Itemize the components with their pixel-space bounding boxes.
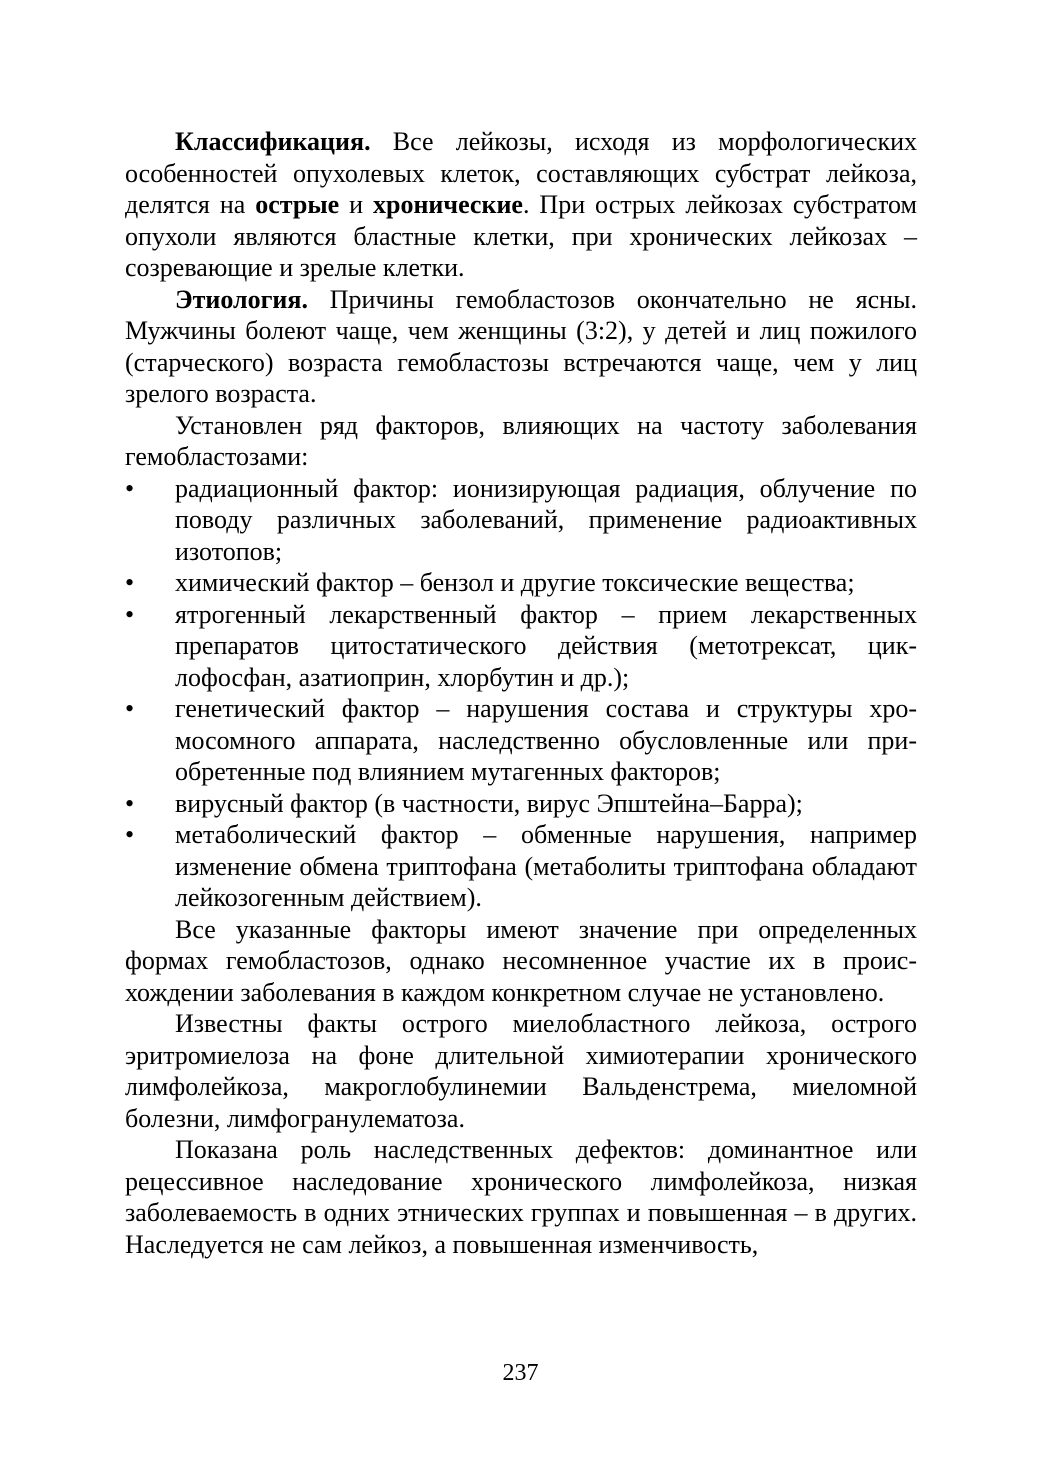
list-item-text: ятрогенный лекарственный фактор – прием лекарственных препаратов цитостатического действия (метотрексат, циклофосфан, азатиоприн, хлорбутин и др.); (175, 599, 917, 692)
classification-text-1: Все лейкозы, исходя из морфологических особенностей опухолевых клеток, составляющих субстрат лейкоза, делятся на (125, 127, 917, 219)
bullet-marker: • (125, 820, 135, 849)
list-item (125, 693, 917, 788)
heading-etiology: Этиология. (175, 284, 308, 314)
term-chronic: хронические (372, 190, 523, 219)
list-item (125, 819, 917, 914)
list-item-text: генетический фактор – нарушения состава и структуры хромосомного аппарата, наследственно обусловленные или приобретенные под влиянием мутагенных факторов; (175, 694, 917, 786)
bullet-marker: • (125, 568, 135, 597)
bullet-marker: • (125, 473, 135, 503)
list-item (125, 473, 917, 568)
classification-text-3: . При острых лейкозах субстратом опухоли являются бластные клетки, при хронических лейкозах – созревающие и зрелые клетки. (125, 190, 917, 282)
list-item-text: радиационный фактор: ионизирующая радиация, облучение по поводу различных заболеваний, применение радиоактивных изотопов; (175, 473, 917, 566)
list-item (125, 788, 917, 820)
paragraph-all-factors: Все указанные факторы имеют значение при определенных формах гемобластозов, однако несомненное участие их в происхождении заболевания в каждом конкретном случае не установлено. (125, 914, 917, 1007)
paragraph-classification (125, 126, 917, 284)
factors-list (125, 473, 917, 914)
term-acute: острые (255, 190, 340, 219)
paragraph-factors-intro: Установлен ряд факторов, влияющих на частоту заболевания гемобластозами: (125, 410, 917, 471)
paragraph-known-facts: Известны факты острого миелобластного лейкоза, острого эритромиелоза на фоне длительной химиотерапии хронического лимфолейкоза, макроглобулинемии Вальденстрема, миеломной болезни, лимфогранулематоза. (125, 1009, 917, 1133)
bullet-marker: • (125, 599, 135, 629)
heading-classification: Классификация. (175, 127, 371, 156)
etiology-text: Причины гемобластозов окончательно не ясны. Мужчины болеют чаще, чем женщины (3:2), у детей и лиц пожилого (старческого) возраста гемобластозы встречаются чаще, чем у лиц зрелого возраста. (125, 284, 917, 408)
list-item-text: вирусный фактор (в частности, вирус Эпштейна–Барра); (175, 788, 803, 818)
bullet-marker: • (125, 788, 135, 818)
list-item (125, 599, 917, 694)
paragraph-heredity: Показана роль наследственных дефектов: доминантное или рецессивное наследование хронического лимфолейкоза, низкая заболеваемость в одних этнических группах и повышенная – в других. Наследуется не сам лейкоз, а повышенная изменчивость, (125, 1135, 917, 1259)
page-number: 237 (502, 1360, 539, 1386)
page-body (125, 126, 917, 1260)
bullet-marker: • (125, 694, 135, 723)
list-item (125, 567, 917, 599)
classification-text-2: и (339, 190, 373, 219)
paragraph-etiology (125, 284, 917, 410)
list-item-text: метаболический фактор – обменные нарушения, например изменение обмена триптофана (метаболиты триптофана обладают лейкозогенным действием). (175, 820, 917, 912)
list-item-text: химический фактор – бензол и другие токсические вещества; (175, 568, 855, 597)
